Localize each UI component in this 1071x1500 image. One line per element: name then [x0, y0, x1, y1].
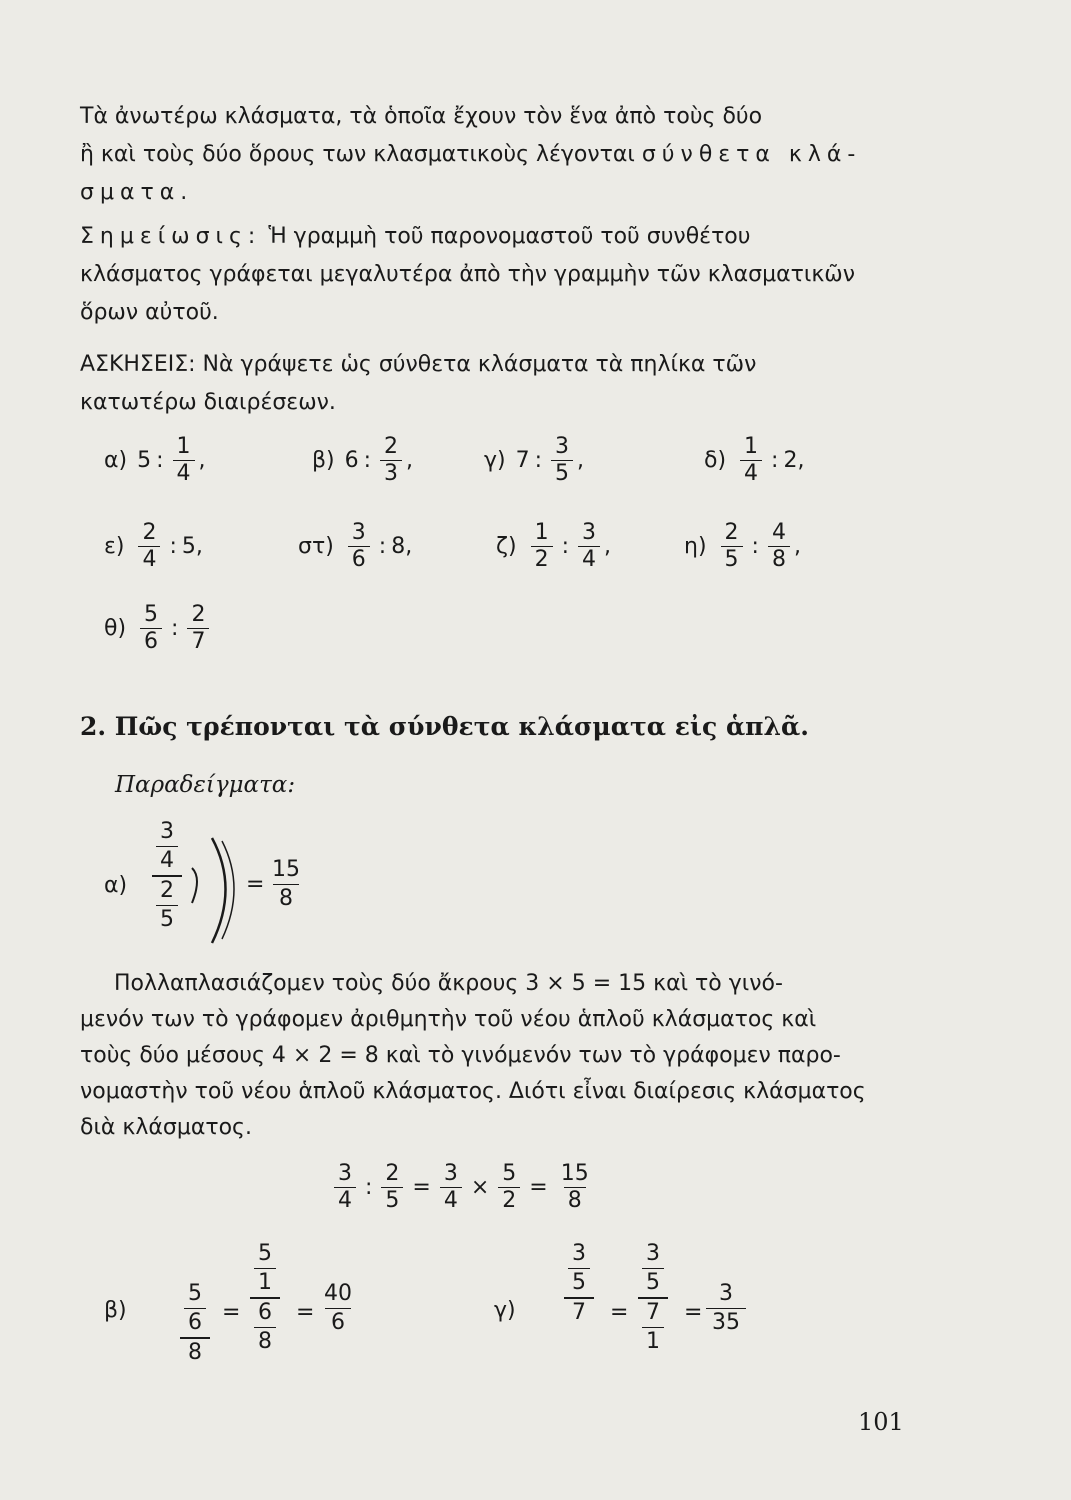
problem-d	[704, 430, 804, 490]
problem-fraction: $\frac{3}{5}$	[551, 434, 573, 487]
intro-line-1: Τὰ ἀνωτέρω κλάσματα, τὰ ὁποῖα ἔχουν τὸν ἕνα ἀπὸ τοὺς δύο	[80, 104, 763, 129]
problem-comma: ,	[603, 533, 611, 559]
example-label: γ)	[494, 1298, 516, 1323]
fraction-2: $\frac{2}{5}$	[381, 1161, 403, 1214]
bottom: 1	[642, 1327, 664, 1356]
problem-fraction: $\frac{3}{4}$	[578, 520, 600, 573]
top: 5	[258, 1241, 272, 1266]
division-equation	[330, 1155, 597, 1219]
explanation-line-5: διὰ κλάσματος.	[80, 1115, 252, 1140]
example-label: α)	[104, 873, 128, 898]
problem-whole: 7	[515, 447, 530, 473]
note-text-a: Ἡ γραμμὴ τοῦ παρονομαστοῦ τοῦ συνθέτου	[268, 224, 751, 249]
problem-whole: 8	[391, 533, 406, 559]
note-line-2: κλάσματος γράφεται μεγαλυτέρα ἀπὸ τὴν γραμμὴν τῶν κλασματικῶν	[80, 262, 855, 287]
bottom-numerator: 2	[152, 875, 182, 905]
result-numerator: 15	[272, 857, 300, 882]
equals-sign: =	[684, 1300, 703, 1325]
explanation-line-1: Πολλαπλασιάζομεν τοὺς δύο ἄκρους 3 × 5 = 15 καὶ τὸ γινό-	[114, 971, 783, 996]
top: 3	[572, 1241, 586, 1266]
problem-whole: 5	[181, 533, 196, 559]
example-c	[494, 1238, 794, 1388]
problem-op: :	[169, 533, 177, 559]
problem-comma: ,	[405, 533, 413, 559]
exercises-text-a: Νὰ γράψετε ὡς σύνθετα κλάσματα τὰ πηλίκα τῶν	[202, 352, 757, 377]
problem-label: α)	[104, 447, 128, 473]
note-label: Σημείωσις:	[80, 224, 262, 249]
denominator: 7	[638, 1297, 668, 1327]
note-paragraph	[80, 218, 910, 332]
problem-op: :	[534, 447, 543, 473]
problem-f	[298, 516, 412, 576]
problem-c	[484, 430, 584, 490]
problem-g	[496, 516, 611, 576]
problem-fraction: $\frac{3}{6}$	[348, 520, 370, 573]
problem-op: :	[363, 447, 372, 473]
intro-paragraph	[80, 98, 910, 212]
complex-fraction-b2	[250, 1240, 280, 1356]
problem-comma: ,	[198, 447, 206, 473]
problem-fraction: $\frac{4}{8}$	[768, 520, 790, 573]
bottom: 8	[180, 1337, 210, 1367]
denominator: 7	[564, 1297, 594, 1327]
complex-fraction-c1	[564, 1240, 594, 1327]
equals-sign: =	[222, 1300, 241, 1325]
top-denominator: 4	[156, 846, 178, 875]
complex-fraction-b1	[180, 1280, 210, 1367]
problem-e	[104, 516, 203, 576]
equals-sign: =	[246, 872, 265, 897]
problem-fraction: $\frac{5}{6}$	[140, 602, 162, 655]
problem-a	[104, 430, 206, 490]
problem-label: γ)	[484, 447, 506, 473]
fraction-3: $\frac{3}{4}$	[440, 1161, 462, 1214]
problems-row-2	[0, 516, 1071, 576]
example-a	[104, 818, 364, 958]
page-number: 101	[858, 1408, 904, 1436]
example-b	[104, 1238, 404, 1388]
problem-fraction: $\frac{2}{5}$	[721, 520, 743, 573]
intro-line-2-text: ἢ καὶ τοὺς δύο ὅρους των κλασματικοὺς λέγονται	[80, 142, 635, 167]
fraction-5: $\frac{15}{8}$	[560, 1160, 589, 1213]
intro-line-3: σματα.	[80, 180, 194, 205]
explanation-line-4: νομαστὴν τοῦ νέου ἁπλοῦ κλάσματος. Διότι εἶναι διαίρεσις κλάσματος	[80, 1079, 866, 1104]
exercises-line-2: κατωτέρω διαιρέσεων.	[80, 390, 336, 415]
numerator: 5	[188, 1281, 202, 1306]
problem-b	[312, 430, 413, 490]
problem-label: ζ)	[496, 533, 517, 559]
problem-op: :	[751, 533, 759, 559]
result-numerator: 40	[324, 1281, 352, 1306]
problem-i	[104, 598, 213, 658]
problem-whole: 6	[344, 447, 359, 473]
problem-comma: ,	[195, 533, 203, 559]
divide-op: :	[365, 1174, 373, 1200]
explanation-line-3: τοὺς δύο μέσους 4 × 2 = 8 καὶ τὸ γινόμενόν των τὸ γράφομεν παρο-	[80, 1043, 841, 1068]
problem-op: :	[378, 533, 387, 559]
result-denominator: 6	[325, 1308, 351, 1337]
problem-label: δ)	[704, 447, 727, 473]
problem-fraction: $\frac{2}{3}$	[380, 434, 402, 487]
complex-fraction-c2	[638, 1240, 668, 1356]
equals-sign: =	[296, 1300, 315, 1325]
bracket-icon	[184, 833, 244, 948]
result-numerator: 3	[719, 1281, 733, 1306]
result-fraction	[318, 1280, 358, 1337]
example-label: β)	[104, 1298, 127, 1323]
problem-comma: ,	[406, 447, 414, 473]
result-fraction	[706, 1280, 746, 1337]
problem-fraction: $\frac{1}{4}$	[173, 434, 195, 487]
denominator: 6	[184, 1308, 206, 1337]
problem-label: η)	[684, 533, 707, 559]
equals-sign: =	[412, 1174, 431, 1200]
examples-label: Παραδείγματα:	[115, 772, 296, 798]
equals-sign: =	[610, 1300, 629, 1325]
problem-comma: ,	[797, 447, 805, 473]
problem-op: :	[771, 447, 779, 473]
term-composite: σύνθετα κλά-	[641, 142, 862, 167]
exercises-line-1	[80, 346, 910, 384]
problem-op: :	[171, 615, 179, 641]
explanation-paragraph	[80, 966, 910, 1146]
bottom: 8	[254, 1327, 276, 1356]
numerator: 5	[568, 1268, 590, 1297]
problem-fraction: $\frac{1}{2}$	[531, 520, 553, 573]
problem-label: β)	[312, 447, 335, 473]
problem-label: στ)	[298, 533, 334, 559]
denominator: 6	[250, 1297, 280, 1327]
intro-line-2	[80, 136, 910, 174]
problem-fraction: $\frac{2}{7}$	[187, 602, 209, 655]
problem-fraction: $\frac{2}{4}$	[138, 520, 160, 573]
note-line-1	[80, 218, 910, 256]
equals-sign: =	[529, 1174, 548, 1200]
note-line-3: ὅρων αὐτοῦ.	[80, 300, 219, 325]
complex-fraction	[152, 818, 182, 934]
problem-whole: 2	[783, 447, 798, 473]
explanation-line-2: μενόν των τὸ γράφομεν ἀριθμητὴν τοῦ νέου ἁπλοῦ κλάσματος καὶ	[80, 1007, 817, 1032]
problems-row-3	[0, 598, 1071, 658]
problem-op: :	[156, 447, 164, 473]
problem-whole: 5	[137, 447, 152, 473]
exercises-label: ΑΣΚΗΣΕΙΣ:	[80, 352, 196, 377]
problem-op: :	[561, 533, 569, 559]
top: 3	[646, 1241, 660, 1266]
result-denominator: 8	[273, 884, 299, 913]
problem-h	[684, 516, 801, 576]
bottom-denominator: 5	[156, 905, 178, 934]
problem-comma: ,	[577, 447, 585, 473]
section-heading: 2. Πῶς τρέπονται τὰ σύνθετα κλάσματα εἰς ἁπλᾶ.	[80, 712, 809, 741]
problems-row-1	[0, 430, 1071, 490]
problem-fraction: $\frac{1}{4}$	[740, 434, 762, 487]
problem-label: ε)	[104, 533, 125, 559]
numerator: 5	[642, 1268, 664, 1297]
result-denominator: 35	[706, 1308, 746, 1337]
result-fraction	[266, 856, 306, 913]
fraction-4: $\frac{5}{2}$	[498, 1161, 520, 1214]
exercises-paragraph	[80, 346, 910, 422]
multiply-op: ×	[470, 1174, 490, 1200]
fraction-1: $\frac{3}{4}$	[334, 1161, 356, 1214]
numerator: 1	[254, 1268, 276, 1297]
top-numerator: 3	[160, 819, 174, 844]
problem-comma: ,	[793, 533, 801, 559]
problem-label: θ)	[104, 615, 127, 641]
